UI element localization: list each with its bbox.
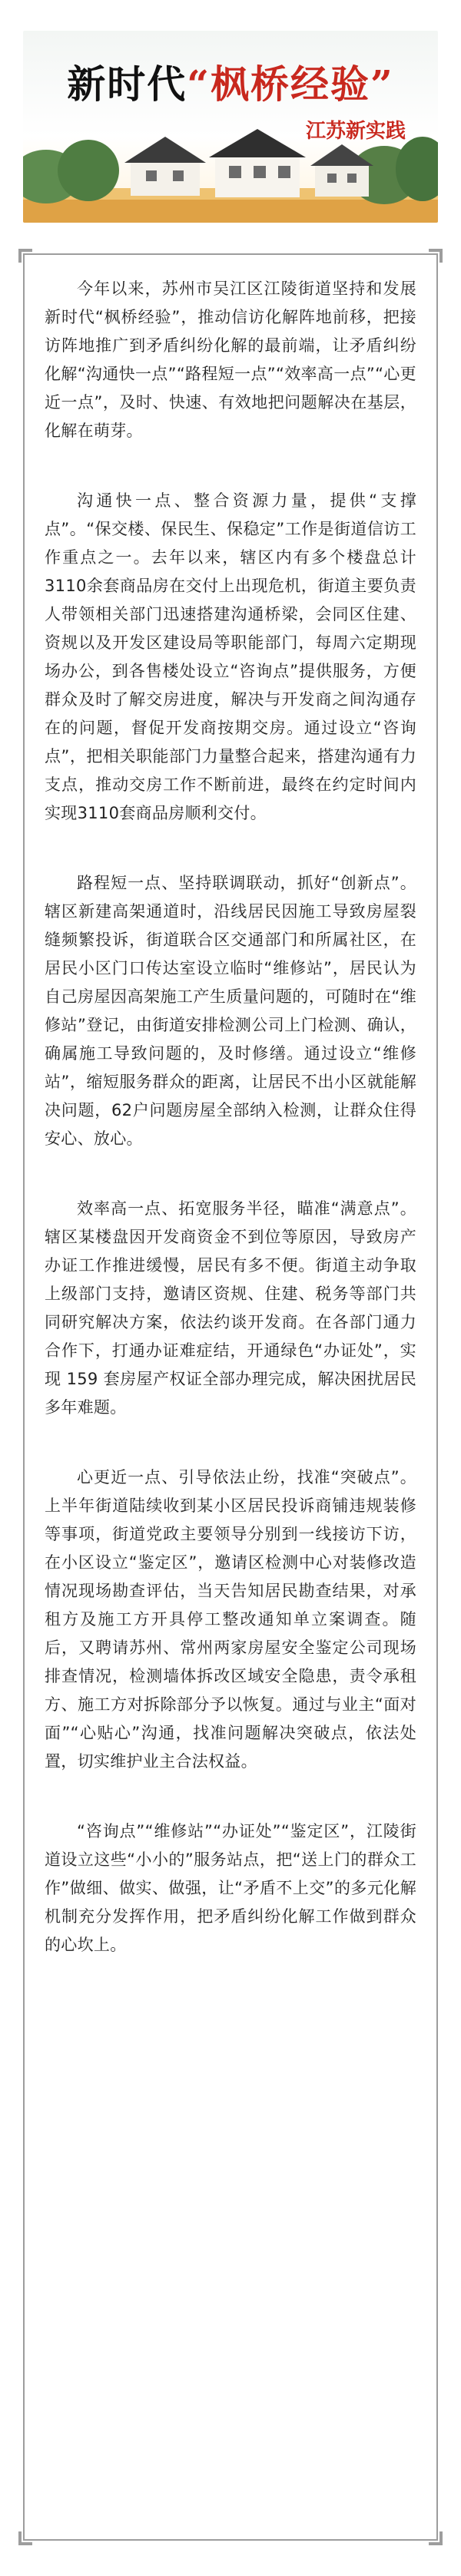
paragraph-intro: 今年以来，苏州市吴江区江陵街道坚持和发展新时代“枫桥经验”，推动信访化解阵地前移，把接访阵地推广到矛盾纠纷化解的最前端，让矛盾纠纷化解“沟通快一点”“路程短一点”“效率高一点”“心更近一点”，及时、快速、有效地把问题解决在基层，化解在萌芽。 [45, 279, 416, 440]
frame-corner [18, 2531, 32, 2545]
paragraph-distance: 路程短一点、坚持联调联动，抓好“创新点”。辖区新建高架通道时，沿线居民因施工导致房屋裂缝频繁投诉，街道联合区交通部门和所属社区，在居民小区门口传达室设立临时“维修站”，居民认为自己房屋因高架施工产生质量问题的，可随时在“维修站”登记，由街道安排检测公司上门检测、确认，确属施工导致问题的，及时修缮。通过设立“维修站”，缩短服务群众的距离，让居民不出小区就能解决问题，62户问题房屋全部纳入检测，让群众住得安心、放心。 [45, 874, 416, 1148]
paragraph-heart: 心更近一点、引导依法止纷，找准“突破点”。上半年街道陆续收到某小区居民投诉商铺违规装修等事项，街道党政主要领导分别到一线接访下访，在小区设立“鉴定区”，邀请区检测中心对装修改造情况现场勘查评估，当天告知居民勘查结果，对承租方及施工方开具停工整改通知单立案调查。随后，又聘请苏州、常州两家房屋安全鉴定公司现场排查情况，检测墙体拆改区域安全隐患，责令承租方、施工方对拆除部分予以恢复。通过与业主“面对面”“心贴心”沟通，找准问题解决突破点，依法处置，切实维护业主合法权益。 [45, 1468, 416, 1771]
frame-corner [18, 249, 32, 263]
frame-corner [429, 2531, 443, 2545]
article-body [45, 275, 416, 2001]
banner-title-prefix: 新时代 [67, 61, 187, 107]
paragraph-efficiency: 效率高一点、拓宽服务半径，瞄准“满意点”。辖区某楼盘因开发商资金不到位等原因，导致房产办证工作推进缓慢，居民有多不便。街道主动争取上级部门支持，邀请区资规、住建、税务等部门共同研究解决方案，依法约谈开发商。在各部门通力合作下，打通办证难症结，开通绿色“办证处”，实现 159 套房屋产权证全部办理完成，解决困扰居民多年难题。 [45, 1199, 416, 1417]
banner-title-highlight: “枫桥经验” [187, 61, 394, 107]
header-banner [23, 31, 438, 223]
paragraph-conclusion: “咨询点”“维修站”“办证处”“鉴定区”，江陵街道设立这些“小小的”服务站点，把“送上门的群众工作”做细、做实、做强，让“矛盾不上交”的多元化解机制充分发挥作用，把矛盾纠纷化解工作做到群众的心坎上。 [45, 1822, 416, 1954]
banner-subtitle: 江苏新实践 [305, 120, 406, 143]
banner-title [23, 54, 438, 109]
frame-corner [429, 249, 443, 263]
paragraph-communication: 沟通快一点、整合资源力量，提供“支撑点”。“保交楼、保民生、保稳定”工作是街道信访工作重点之一。去年以来，辖区内有多个楼盘总计3110余套商品房在交付上出现危机，街道主要负责人带领相关部门迅速搭建沟通桥梁，会同区住建、资规以及开发区建设局等职能部门，每周六定期现场办公，到各售楼处设立“咨询点”提供服务，方便群众及时了解交房进度，解决与开发商之间沟通存在的问题，督促开发商按期交房。通过设立“咨询点”，把相关职能部门力量整合起来，搭建沟通有力支点，推动交房工作不断前进，最终在约定时间内实现3110套商品房顺利交付。 [45, 491, 416, 822]
